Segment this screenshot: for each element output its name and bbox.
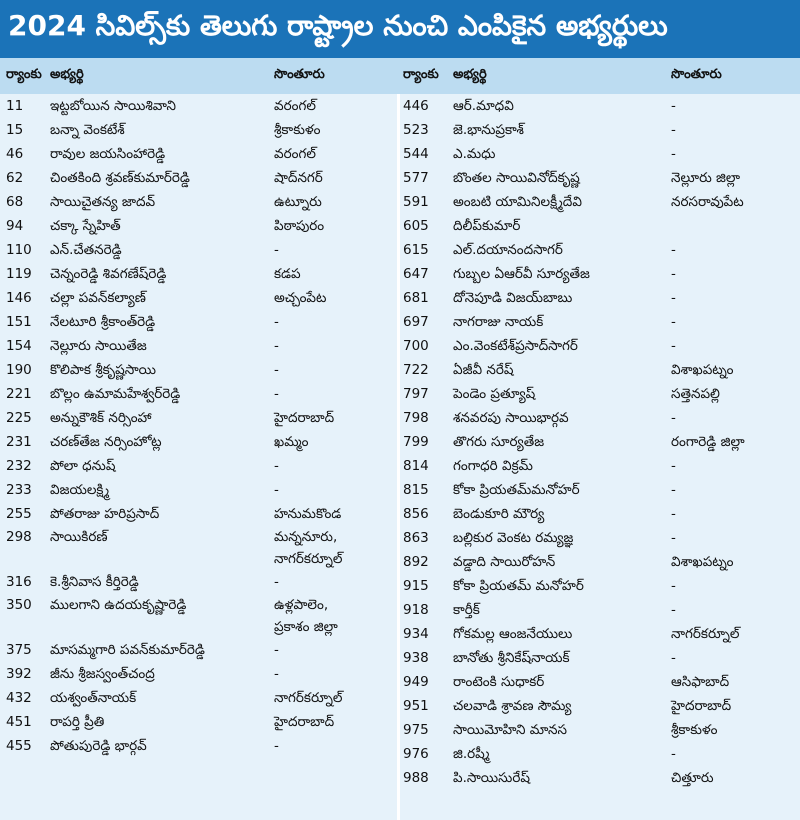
rank-cell: 591 (403, 194, 429, 210)
table-row (397, 622, 800, 646)
candidate-name-cell: గంగాధరి విక్రమ్ (453, 458, 533, 474)
rank-cell: 221 (6, 386, 32, 402)
candidate-name-cell: సాయికిరణ్ (50, 529, 108, 545)
table-row (0, 358, 397, 382)
rank-cell: 700 (403, 338, 429, 354)
candidate-name-cell: చరణ్‌తేజ నర్సింహోట్ల (50, 434, 162, 450)
table-row (0, 214, 397, 238)
candidate-name-cell: బొంతల సాయివినోద్‌కృష్ణ (453, 170, 580, 186)
hometown-cell: - (274, 242, 279, 258)
hometown-cell: - (274, 738, 279, 754)
candidate-name-cell: బన్నా వెంకటేశ్ (50, 122, 125, 138)
header-rank: ర్యాంకు (6, 67, 42, 82)
rank-cell: 455 (6, 738, 32, 754)
candidate-name-cell: దోనెపూడి విజయ్‌బాబు (453, 290, 573, 306)
candidate-name-cell: కోకా ప్రియతమ్ మనోహర్ (453, 578, 584, 594)
table-row (397, 478, 800, 502)
candidate-name-cell: జి.రష్మీ (453, 746, 490, 762)
table-row (0, 662, 397, 686)
candidate-name-cell: పెండెం ప్రత్యూష్ (453, 386, 536, 402)
candidate-name-cell: ఎ.మధు (453, 146, 496, 162)
table-row (0, 570, 397, 594)
table-row (0, 710, 397, 734)
rank-cell: 375 (6, 642, 32, 658)
hometown-cell: - (671, 98, 676, 114)
candidate-name-cell: చెన్నంరెడ్డి శివగణేష్‌రెడ్డి (50, 266, 167, 282)
candidate-name-cell: పోలా ధనుష్ (50, 458, 116, 474)
hometown-cell: - (671, 506, 676, 522)
table-row (397, 358, 800, 382)
hometown-cell: ఉట్నూరు (274, 194, 322, 210)
hometown-cell: - (671, 578, 676, 594)
hometown-line-2: నాగర్‌కర్నూల్ (274, 551, 343, 567)
candidate-name-cell: విజయలక్ష్మి (50, 482, 110, 498)
hometown-cell: హైదరాబాద్ (274, 410, 335, 426)
candidate-name-cell: చల్లా పవన్‌కల్యాణ్ (50, 290, 146, 306)
rank-cell: 988 (403, 770, 429, 786)
table-row (397, 550, 800, 574)
table-row (397, 382, 800, 406)
rank-cell: 722 (403, 362, 429, 378)
hometown-cell: వరంగల్ (274, 98, 316, 114)
hometown-cell: - (671, 602, 676, 618)
hometown-cell: - (671, 122, 676, 138)
candidate-name-cell: కోకా ప్రియతమ్‌మనోహర్ (453, 482, 580, 498)
hometown-cell: - (671, 530, 676, 546)
page-title: 2024 సివిల్స్‌కు తెలుగు రాష్ట్రాల నుంచి ఎంపికైన అభ్యర్థులు (0, 0, 800, 58)
header-place: సొంతూరు (671, 67, 722, 82)
table-row (397, 574, 800, 598)
candidate-name-cell: కొలిపాక శ్రీకృష్ణసాయి (50, 362, 156, 378)
hometown-cell: - (274, 666, 279, 682)
hometown-cell: శ్రీకాకుళం (274, 122, 321, 138)
rank-cell: 68 (6, 194, 24, 210)
hometown-cell: హనుమకొండ (274, 506, 342, 522)
hometown-cell: వరంగల్ (274, 146, 316, 162)
hometown-cell: - (671, 746, 676, 762)
candidate-name-cell: కె.శ్రీనివాస కీర్తిరెడ్డి (50, 574, 139, 590)
table-row (397, 142, 800, 166)
header-rank: ర్యాంకు (403, 67, 439, 82)
rank-cell: 975 (403, 722, 429, 738)
rank-cell: 856 (403, 506, 429, 522)
left-table (0, 58, 397, 820)
table-row (0, 502, 397, 526)
rank-cell: 154 (6, 338, 32, 354)
right-table-body (397, 94, 800, 790)
candidate-name-cell: సాయిమోహిని మానస (453, 722, 567, 738)
candidate-name-cell: చింతకింది శ్రవణ్‌కుమార్‌రెడ్డి (50, 170, 190, 186)
hometown-cell: షాద్‌నగర్ (274, 170, 323, 186)
rank-cell: 918 (403, 602, 429, 618)
candidate-name-cell: ఇట్టబోయిన సాయిశివాని (50, 98, 176, 114)
header-name: అభ్యర్థి (50, 67, 84, 82)
table-row (397, 766, 800, 790)
hometown-cell: హైదరాబాద్ (274, 714, 335, 730)
table-row (397, 694, 800, 718)
table-row (397, 286, 800, 310)
rank-cell: 938 (403, 650, 429, 666)
table-row (397, 502, 800, 526)
hometown-cell: నెల్లూరు జిల్లా (671, 170, 741, 186)
table-row (397, 646, 800, 670)
header-name: అభ్యర్థి (453, 67, 487, 82)
table-row (397, 334, 800, 358)
rank-cell: 316 (6, 574, 32, 590)
rank-cell: 815 (403, 482, 429, 498)
table-row (397, 94, 800, 118)
candidate-name-cell: రాపర్తి ప్రీతి (50, 714, 105, 730)
table-row (0, 262, 397, 286)
table-row (0, 454, 397, 478)
hometown-cell (266, 526, 397, 570)
hometown-cell: - (671, 146, 676, 162)
table-row (0, 142, 397, 166)
rank-cell: 949 (403, 674, 429, 690)
table-row (0, 190, 397, 214)
candidate-name-cell: కార్తీక్ (453, 602, 480, 618)
rank-cell: 350 (6, 597, 32, 613)
rank-cell: 697 (403, 314, 429, 330)
table-row (0, 594, 397, 638)
table-row (397, 598, 800, 622)
hometown-cell: - (671, 410, 676, 426)
table-row (0, 238, 397, 262)
table-row (397, 310, 800, 334)
rank-cell: 451 (6, 714, 32, 730)
rank-cell: 799 (403, 434, 429, 450)
hometown-cell: - (274, 574, 279, 590)
table-row (0, 526, 397, 570)
candidate-name-cell: రావుల జయసింహారెడ్డి (50, 146, 166, 162)
hometown-cell: నాగర్‌కర్నూల్ (274, 690, 343, 706)
candidate-name-cell: ములగాని ఉదయకృష్ణారెడ్డి (50, 597, 187, 613)
table-row (0, 118, 397, 142)
table-row (397, 190, 800, 214)
candidate-name-cell: జీను శ్రీజస్వంత్‌చంద్ర (50, 666, 155, 682)
candidate-name-cell: ఆర్.మాధవి (453, 98, 514, 114)
table-row (397, 214, 800, 238)
table-row (397, 742, 800, 766)
rank-cell: 94 (6, 218, 24, 234)
candidate-name-cell: ఎల్.దయానందసాగర్ (453, 242, 563, 258)
candidate-name-cell: శనవరపు సాయిభార్గవ (453, 410, 569, 426)
table-row (397, 166, 800, 190)
rank-cell: 432 (6, 690, 32, 706)
hometown-cell: సత్తెనపల్లి (671, 386, 720, 402)
hometown-cell: అచ్చంపేట (274, 290, 327, 306)
hometown-line-1: ఉళ్లపాలెం, (274, 597, 329, 613)
hometown-cell: హైదరాబాద్ (671, 698, 732, 714)
hometown-cell: పిఠాపురం (274, 218, 325, 234)
table-row (0, 166, 397, 190)
hometown-cell: ఆసిఫాబాద్ (671, 674, 730, 690)
rank-cell: 255 (6, 506, 32, 522)
hometown-cell: - (274, 314, 279, 330)
hometown-cell: - (274, 458, 279, 474)
rank-cell: 577 (403, 170, 429, 186)
candidate-name-cell: బానోతు శ్రీనికేష్‌నాయక్ (453, 650, 570, 666)
candidate-name-cell: బల్లికుర వెంకట రమ్యజ్ఞ (453, 530, 574, 546)
hometown-cell: విశాఖపట్నం (671, 362, 734, 378)
rank-cell: 232 (6, 458, 32, 474)
table-row (0, 638, 397, 662)
hometown-cell: రంగారెడ్డి జిల్లా (671, 434, 745, 450)
candidate-name-cell: గోకమల్ల ఆంజనేయులు (453, 626, 573, 642)
right-table-header (397, 58, 800, 94)
rank-cell: 814 (403, 458, 429, 474)
hometown-cell: - (671, 290, 676, 306)
hometown-cell: కడప (274, 266, 301, 282)
hometown-line-2: ప్రకాశం జిల్లా (274, 619, 338, 635)
candidate-name-cell: చలవాడి శ్రావణ సౌమ్య (453, 698, 572, 714)
candidate-name-cell: యశ్వంత్‌నాయక్ (50, 690, 137, 706)
candidate-name-cell: ఎం.వెంకటేశ్‌ప్రసాద్‌సాగర్ (453, 338, 578, 354)
table-row (397, 526, 800, 550)
candidate-name-cell: తొగరు సూర్యతేజ (453, 434, 545, 450)
hometown-cell: - (671, 482, 676, 498)
table-columns (0, 58, 800, 820)
table-row (0, 406, 397, 430)
rank-cell: 951 (403, 698, 429, 714)
hometown-cell: - (671, 458, 676, 474)
rank-cell: 190 (6, 362, 32, 378)
rank-cell: 647 (403, 266, 429, 282)
candidate-name-cell: అన్నుకౌశిక్ నర్సింహా (50, 410, 152, 426)
hometown-cell: విశాఖపట్నం (671, 554, 734, 570)
hometown-cell: - (671, 314, 676, 330)
hometown-cell: నాగర్‌కర్నూల్ (671, 626, 740, 642)
candidate-name-cell: పోతుపురెడ్డి భార్గవ్ (50, 738, 147, 754)
rank-cell: 892 (403, 554, 429, 570)
rank-cell: 605 (403, 218, 429, 234)
table-row (0, 382, 397, 406)
rank-cell: 233 (6, 482, 32, 498)
hometown-cell: ఖమ్మం (274, 434, 309, 450)
rank-cell: 392 (6, 666, 32, 682)
rank-cell: 615 (403, 242, 429, 258)
rank-cell: 976 (403, 746, 429, 762)
rank-cell: 523 (403, 122, 429, 138)
candidate-name-cell: గుబ్బల ఏఆర్‌వీ సూర్యతేజ (453, 266, 590, 282)
candidate-name-cell: బొల్లం ఉమామహేశ్వర్‌రెడ్డి (50, 386, 181, 402)
candidate-name-cell: మాసమ్మగారి పవన్‌కుమార్‌రెడ్డి (50, 642, 205, 658)
rank-cell: 11 (6, 98, 24, 114)
table-row (0, 286, 397, 310)
rank-cell: 298 (6, 529, 32, 545)
left-table-body (0, 94, 397, 758)
hometown-cell: - (274, 482, 279, 498)
table-row (397, 262, 800, 286)
hometown-cell: - (274, 338, 279, 354)
table-row (0, 334, 397, 358)
candidate-name-cell: బెండుకూరి మౌర్య (453, 506, 545, 522)
table-row (397, 454, 800, 478)
rank-cell: 863 (403, 530, 429, 546)
candidate-name-cell: నెల్లూరు సాయితేజ (50, 338, 147, 354)
table-row (0, 734, 397, 758)
table-row (0, 478, 397, 502)
rank-cell: 15 (6, 122, 24, 138)
rank-cell: 934 (403, 626, 429, 642)
hometown-cell: - (274, 642, 279, 658)
header-place: సొంతూరు (274, 67, 325, 82)
table-row (397, 718, 800, 742)
table-row (0, 686, 397, 710)
hometown-cell: - (671, 242, 676, 258)
table-row (397, 670, 800, 694)
table-row (0, 310, 397, 334)
rank-cell: 544 (403, 146, 429, 162)
rank-cell: 446 (403, 98, 429, 114)
rank-cell: 146 (6, 290, 32, 306)
rank-cell: 119 (6, 266, 32, 282)
rank-cell: 110 (6, 242, 32, 258)
rank-cell: 225 (6, 410, 32, 426)
candidate-name-cell: రాంటెంకి సుధాకర్ (453, 674, 545, 690)
rank-cell: 46 (6, 146, 24, 162)
table-row (397, 238, 800, 262)
hometown-cell (266, 594, 397, 638)
hometown-cell: నరసరావుపేట (671, 194, 744, 210)
hometown-cell: శ్రీకాకుళం (671, 722, 718, 738)
candidate-name-cell: ఏజీవీ నరేష్ (453, 362, 514, 378)
candidate-name-cell: ఎన్.చేతనరెడ్డి (50, 242, 122, 258)
hometown-cell: - (274, 386, 279, 402)
table-row (397, 118, 800, 142)
rank-cell: 797 (403, 386, 429, 402)
hometown-cell: - (274, 362, 279, 378)
rank-cell: 798 (403, 410, 429, 426)
candidate-name-cell: నేలటూరి శ్రీకాంత్‌రెడ్డి (50, 314, 156, 330)
right-table (397, 58, 800, 820)
rank-cell: 231 (6, 434, 32, 450)
rank-cell: 915 (403, 578, 429, 594)
table-row (0, 94, 397, 118)
hometown-line-1: మన్ననూరు, (274, 529, 338, 545)
table-row (0, 430, 397, 454)
hometown-cell: - (671, 266, 676, 282)
candidate-name-cell: పి.సాయిసురేష్ (453, 770, 530, 786)
candidate-name-cell: జె.భానుప్రకాశ్ (453, 122, 524, 138)
candidate-name-cell: పోతరాజు హరిప్రసాద్ (50, 506, 160, 522)
rank-cell: 681 (403, 290, 429, 306)
left-table-header (0, 58, 397, 94)
hometown-cell: చిత్తూరు (671, 770, 714, 786)
rank-cell: 62 (6, 170, 24, 186)
candidate-name-cell: దిలీప్‌కుమార్ (453, 218, 521, 234)
hometown-cell: - (671, 650, 676, 666)
candidate-name-cell: నాగరాజు నాయక్ (453, 314, 544, 330)
candidate-name-cell: చక్కా స్నేహిత్ (50, 218, 121, 234)
rank-cell: 151 (6, 314, 32, 330)
candidate-name-cell: అంబటి యామినిలక్ష్మీదేవి (453, 194, 582, 210)
hometown-cell: - (671, 338, 676, 354)
candidate-name-cell: వడ్డాది సాయిరోహన్ (453, 554, 556, 570)
table-row (397, 430, 800, 454)
table-row (397, 406, 800, 430)
candidate-name-cell: సాయిచైతన్య జాదవ్ (50, 194, 156, 210)
